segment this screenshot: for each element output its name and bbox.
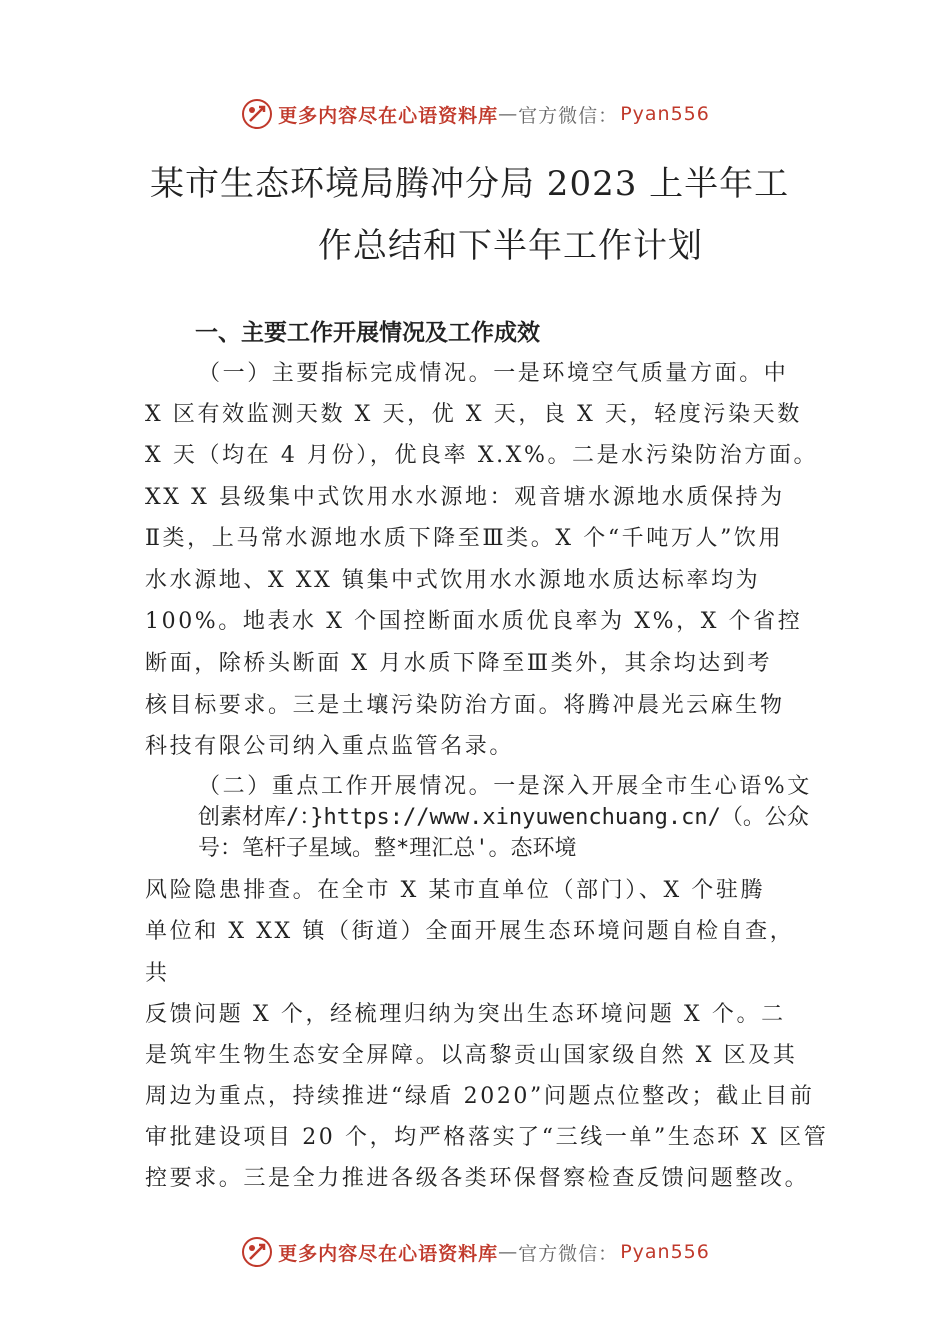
body-line: （二）重点工作开展情况。一是深入开展全市生心语%文 xyxy=(198,774,812,799)
section-heading: 一、主要工作开展情况及工作成效 xyxy=(195,319,540,346)
document-title-line-1: 某市生态环境局腾冲分局 2023 上半年工 xyxy=(150,164,790,204)
watermark-brand: 更多内容尽在心语资料库 xyxy=(278,104,499,127)
brand-logo-icon xyxy=(240,97,274,131)
body-line: （一）主要指标完成情况。一是环境空气质量方面。中 xyxy=(198,361,789,386)
body-line: 100%。地表水 X 个国控断面水质优良率为 X%，X 个省控 xyxy=(145,609,803,634)
document-title-line-2: 作总结和下半年工作计划 xyxy=(318,226,703,266)
watermark-separator: — xyxy=(498,103,519,125)
body-line: 科技有限公司纳入重点监管名录。 xyxy=(145,734,515,759)
body-line: 是筑牢生物生态安全屏障。以高黎贡山国家级自然 X 区及其 xyxy=(145,1043,798,1068)
body-line: 控要求。三是全力推进各级各类环保督察检查反馈问题整改。 xyxy=(145,1166,810,1191)
watermark-contact-label: 官方微信： xyxy=(518,104,619,127)
body-line: 号：笔杆子星域。整*理汇总'。态环境 xyxy=(198,836,577,861)
body-line: X 天（均在 4 月份），优良率 X.X%。二是水污染防治方面。 xyxy=(145,443,819,468)
body-line: 周边为重点，持续推进“绿盾 2020”问题点位整改；截止目前 xyxy=(145,1084,815,1109)
watermark-contact-label: 官方微信： xyxy=(518,1242,619,1265)
watermark-contact-id: Pyan556 xyxy=(620,103,710,125)
body-line: 断面，除桥头断面 X 月水质下降至Ⅲ类外，其余均达到考 xyxy=(145,651,773,676)
body-line: 风险隐患排查。在全市 X 某市直单位（部门）、X 个驻腾 xyxy=(145,878,766,903)
watermark-separator: — xyxy=(498,1241,519,1263)
body-line: Ⅱ类，上马常水源地水质下降至Ⅲ类。X 个“千吨万人”饮用 xyxy=(145,526,784,551)
body-line: 核目标要求。三是土壤污染防治方面。将腾冲晨光云麻生物 xyxy=(145,693,785,718)
watermark-contact-id: Pyan556 xyxy=(620,1241,710,1263)
watermark-banner-bottom xyxy=(0,1230,950,1274)
body-line-url: 创素材库/：}https://www.xinyuwenchuang.cn/（。公众 xyxy=(198,805,809,830)
watermark-banner-top xyxy=(0,92,950,136)
body-line: 单位和 X XX 镇（街道）全面开展生态环境问题自检自查， xyxy=(145,919,795,944)
brand-logo-icon xyxy=(240,1235,274,1269)
body-line: 水水源地、X XX 镇集中式饮用水水源地水质达标率均为 xyxy=(145,568,761,593)
body-line: 反馈问题 X 个，经梳理归纳为突出生态环境问题 X 个。二 xyxy=(145,1002,786,1027)
body-line: X 区有效监测天数 X 天，优 X 天，良 X 天，轻度污染天数 xyxy=(145,402,802,427)
body-line: 审批建设项目 20 个，均严格落实了“三线一单”生态环 X 区管 xyxy=(145,1125,829,1150)
body-line: XX X 县级集中式饮用水水源地：观音塘水源地水质保持为 xyxy=(145,485,785,510)
watermark-brand: 更多内容尽在心语资料库 xyxy=(278,1242,499,1265)
body-line: 共 xyxy=(145,961,170,986)
